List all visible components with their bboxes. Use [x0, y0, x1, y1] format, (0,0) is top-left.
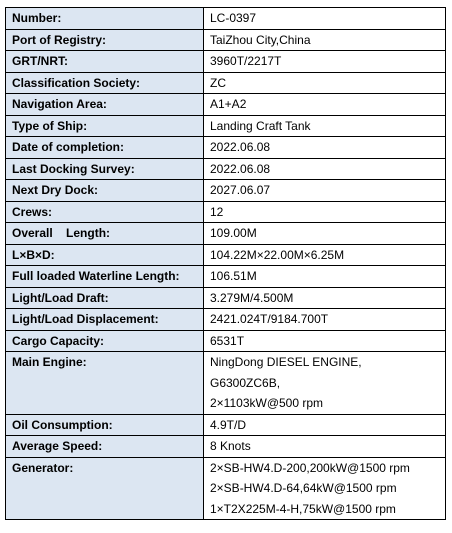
spec-value: [204, 414, 446, 436]
spec-value: [204, 287, 446, 309]
spec-value-line: 2022.06.08: [210, 140, 271, 154]
spec-value: [204, 330, 446, 352]
spec-value-line: 2×SB-HW4.D-64,64kW@1500 rpm: [210, 481, 397, 495]
spec-value: [204, 352, 446, 415]
spec-label: Crews:: [6, 201, 204, 223]
spec-value: [204, 94, 446, 116]
spec-row: [6, 223, 446, 245]
spec-label: Date of completion:: [6, 137, 204, 159]
spec-label: Average Speed:: [6, 436, 204, 458]
spec-label: GRT/NRT:: [6, 51, 204, 73]
spec-value-line: Landing Craft Tank: [210, 118, 311, 133]
specifications-body: [6, 8, 446, 520]
spec-value: [204, 436, 446, 458]
spec-row: [6, 414, 446, 436]
spec-value-line: 4.9T/D: [210, 417, 247, 432]
spec-row: [6, 8, 446, 30]
spec-value-line: 8 Knots: [210, 439, 251, 453]
spec-value-line: 104.22M×22.00M×6.25M: [210, 247, 345, 262]
spec-value-line: 106.51M: [210, 269, 257, 283]
spec-row: [6, 457, 446, 520]
spec-value-line: 2022.06.08: [210, 161, 271, 176]
spec-label: Oil Consumption:: [6, 414, 204, 436]
spec-row: [6, 51, 446, 73]
spec-value: [204, 51, 446, 73]
spec-row: [6, 72, 446, 94]
spec-label: Port of Registry:: [6, 29, 204, 51]
spec-row: [6, 330, 446, 352]
spec-value-line: 2×SB-HW4.D-200,200kW@1500 rpm: [210, 460, 410, 475]
spec-value: [204, 8, 446, 30]
spec-row: [6, 266, 446, 288]
spec-label: Classification Society:: [6, 72, 204, 94]
spec-row: [6, 287, 446, 309]
spec-row: [6, 309, 446, 331]
spec-label: Cargo Capacity:: [6, 330, 204, 352]
spec-value: [204, 457, 446, 520]
spec-value: [204, 266, 446, 288]
spec-row: [6, 29, 446, 51]
spec-label: Navigation Area:: [6, 94, 204, 116]
spec-label: Main Engine:: [6, 352, 204, 415]
spec-value: [204, 115, 446, 137]
spec-label: Generator:: [6, 457, 204, 520]
spec-value: [204, 29, 446, 51]
spec-label: Overall Length:: [6, 223, 204, 245]
spec-value: [204, 201, 446, 223]
spec-value-line: 109.00M: [210, 226, 257, 240]
spec-value: [204, 72, 446, 94]
spec-value-line: 2×1103kW@500 rpm: [210, 396, 324, 410]
spec-value: [204, 180, 446, 202]
spec-label: Number:: [6, 8, 204, 30]
spec-label: Full loaded Waterline Length:: [6, 266, 204, 288]
spec-value-line: 2027.06.07: [210, 183, 271, 197]
spec-value-line: 3960T/2217T: [210, 54, 282, 68]
spec-label: Light/Load Draft:: [6, 287, 204, 309]
spec-value-line: LC-0397: [210, 11, 257, 25]
spec-value: [204, 244, 446, 266]
spec-label: Last Docking Survey:: [6, 158, 204, 180]
spec-value-line: 1×T2X225M-4-H,75kW@1500 rpm: [210, 501, 396, 516]
spec-label: Type of Ship:: [6, 115, 204, 137]
spec-row: [6, 158, 446, 180]
spec-value: [204, 137, 446, 159]
spec-value-line: NingDong DIESEL ENGINE,: [210, 355, 362, 369]
spec-row: [6, 244, 446, 266]
spec-value: [204, 223, 446, 245]
ship-specifications-table: [5, 7, 446, 520]
spec-value-line: TaiZhou City,China: [210, 32, 311, 47]
spec-row: [6, 352, 446, 415]
spec-value-line: 3.279M/4.500M: [210, 290, 294, 305]
spec-row: [6, 436, 446, 458]
spec-value-line: ZC: [210, 75, 226, 90]
spec-value: [204, 309, 446, 331]
spec-row: [6, 180, 446, 202]
spec-row: [6, 201, 446, 223]
spec-label: Next Dry Dock:: [6, 180, 204, 202]
spec-row: [6, 115, 446, 137]
spec-value-line: G6300ZC6B,: [210, 375, 281, 390]
spec-value-line: 2421.024T/9184.700T: [210, 312, 329, 326]
spec-label: Light/Load Displacement:: [6, 309, 204, 331]
spec-row: [6, 94, 446, 116]
spec-value-line: 12: [210, 204, 224, 219]
spec-label: L×B×D:: [6, 244, 204, 266]
spec-value: [204, 158, 446, 180]
spec-value-line: A1+A2: [210, 97, 247, 111]
spec-row: [6, 137, 446, 159]
spec-value-line: 6531T: [210, 333, 245, 348]
